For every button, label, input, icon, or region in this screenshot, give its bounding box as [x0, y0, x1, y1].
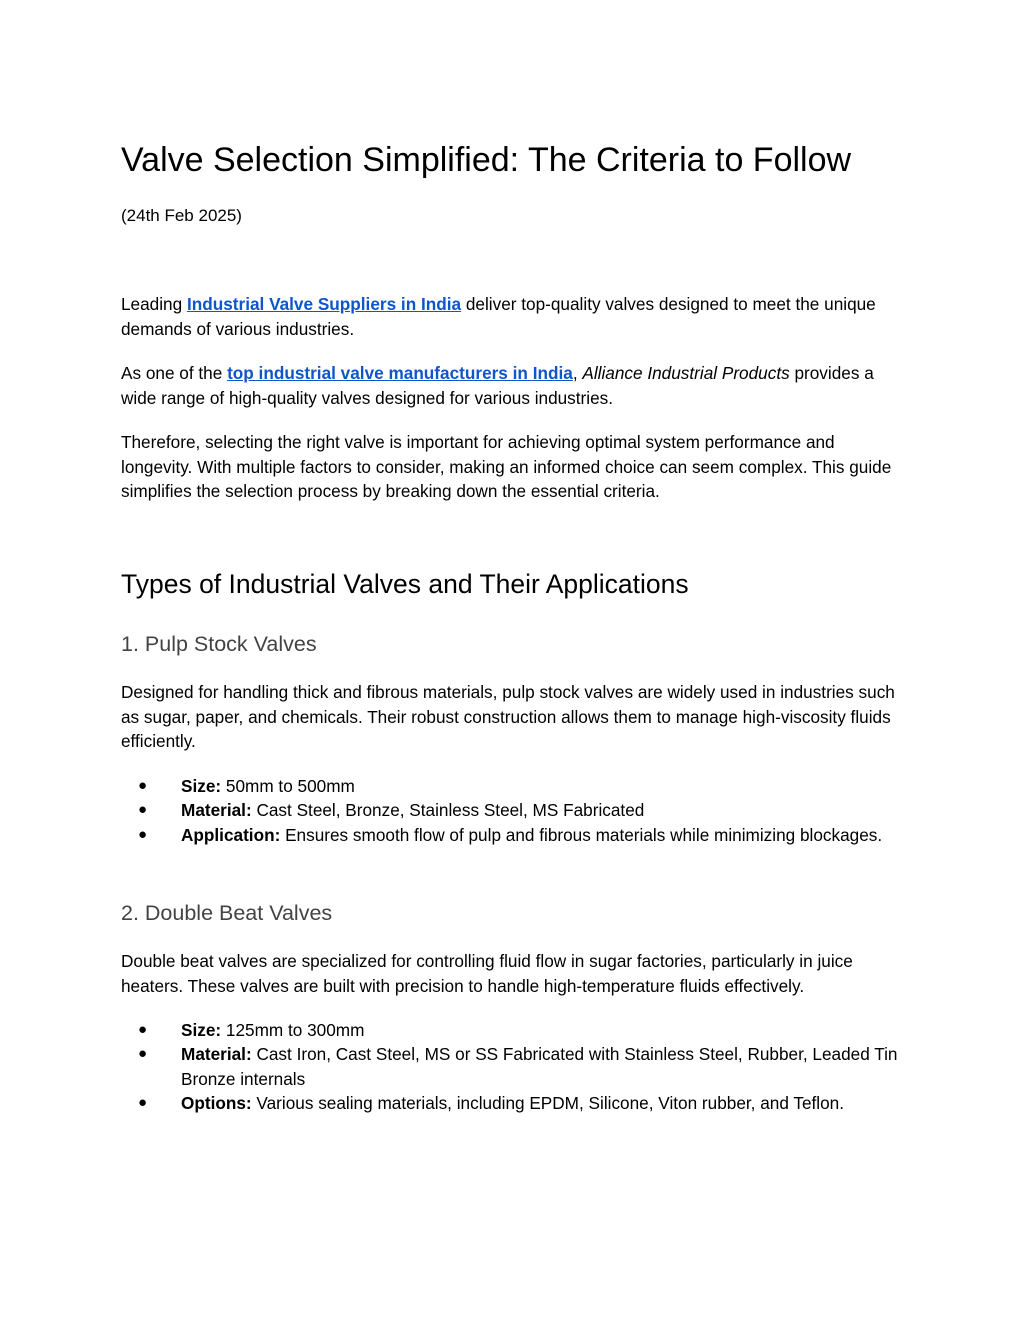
- bullet-icon: ●: [138, 825, 148, 843]
- intro-2-text-after: provides a wide range of high-quality valves designed for various industries.: [121, 363, 874, 408]
- spec-label: Material:: [181, 800, 252, 821]
- top-valve-manufacturers-link[interactable]: top industrial valve manufacturers in India: [227, 363, 573, 383]
- company-name: Alliance Industrial Products: [582, 363, 790, 383]
- spec-label: Application:: [181, 824, 281, 845]
- spec-label: Size:: [181, 1020, 222, 1040]
- valve-heading-double-beat: 2. Double Beat Valves: [121, 901, 333, 925]
- valve-description-double-beat: Double beat valves are specialized for controlling fluid flow in sugar factories, particularly in juice heaters. These valves are built with precision to handle high-temperature fluids effectively.: [121, 951, 853, 996]
- intro-1-text-after: deliver top-quality valves designed to meet the unique demands of various industries.: [121, 294, 876, 339]
- intro-paragraph-1: [121, 292, 906, 341]
- spec-value: 50mm to 500mm: [221, 776, 355, 796]
- section-heading: Types of Industrial Valves and Their Applications: [121, 569, 689, 599]
- bullet-icon: ●: [138, 1094, 148, 1112]
- intro-paragraph-2: [121, 361, 906, 410]
- spec-label: Options:: [181, 1093, 252, 1114]
- spec-list-double-beat: [121, 1018, 901, 1116]
- spec-value: 125mm to 300mm: [221, 1020, 365, 1040]
- spec-label: Size:: [181, 776, 222, 796]
- list-item: [121, 1042, 901, 1091]
- spec-list-pulp-stock: [121, 774, 901, 847]
- bullet-icon: ●: [138, 1021, 148, 1038]
- intro-paragraph-3: Therefore, selecting the right valve is important for achieving optimal system performance and longevity. With multiple factors to consider, making an informed choice can seem complex. This guide simplifies the selection process by breaking down the essential criteria.: [121, 432, 892, 502]
- page-title: Valve Selection Simplified: The Criteria to Follow: [121, 141, 852, 179]
- spec-value: Various sealing materials, including EPDM, Silicone, Viton rubber, and Teflon.: [251, 1093, 844, 1114]
- industrial-valve-suppliers-link[interactable]: Industrial Valve Suppliers in India: [186, 294, 462, 314]
- list-item: [121, 823, 901, 847]
- spec-value: Ensures smooth flow of pulp and fibrous materials while minimizing blockages.: [280, 824, 883, 845]
- spec-value: Cast Iron, Cast Steel, MS or SS Fabricated with Stainless Steel, Rubber, Leaded Tin Bronze internals: [181, 1044, 898, 1089]
- list-item: [121, 798, 901, 822]
- intro-2-comma: ,: [572, 363, 583, 383]
- bullet-icon: ●: [138, 1045, 148, 1063]
- intro-1-text-before: Leading: [121, 294, 187, 314]
- bullet-icon: ●: [138, 777, 148, 794]
- publish-date: (24th Feb 2025): [121, 206, 242, 225]
- spec-value: Cast Steel, Bronze, Stainless Steel, MS Fabricated: [251, 800, 645, 821]
- valve-heading-pulp-stock: 1. Pulp Stock Valves: [121, 632, 317, 656]
- intro-2-text-before: As one of the: [121, 363, 228, 383]
- bullet-icon: ●: [138, 801, 148, 819]
- list-item: [121, 774, 901, 798]
- spec-label: Material:: [181, 1044, 252, 1065]
- list-item: [121, 1091, 901, 1115]
- valve-description-pulp-stock: Designed for handling thick and fibrous materials, pulp stock valves are widely used in industries such as sugar, paper, and chemicals. Their robust construction allows them to manage high-viscosity fluids efficiently.: [121, 682, 895, 752]
- list-item: [121, 1018, 901, 1042]
